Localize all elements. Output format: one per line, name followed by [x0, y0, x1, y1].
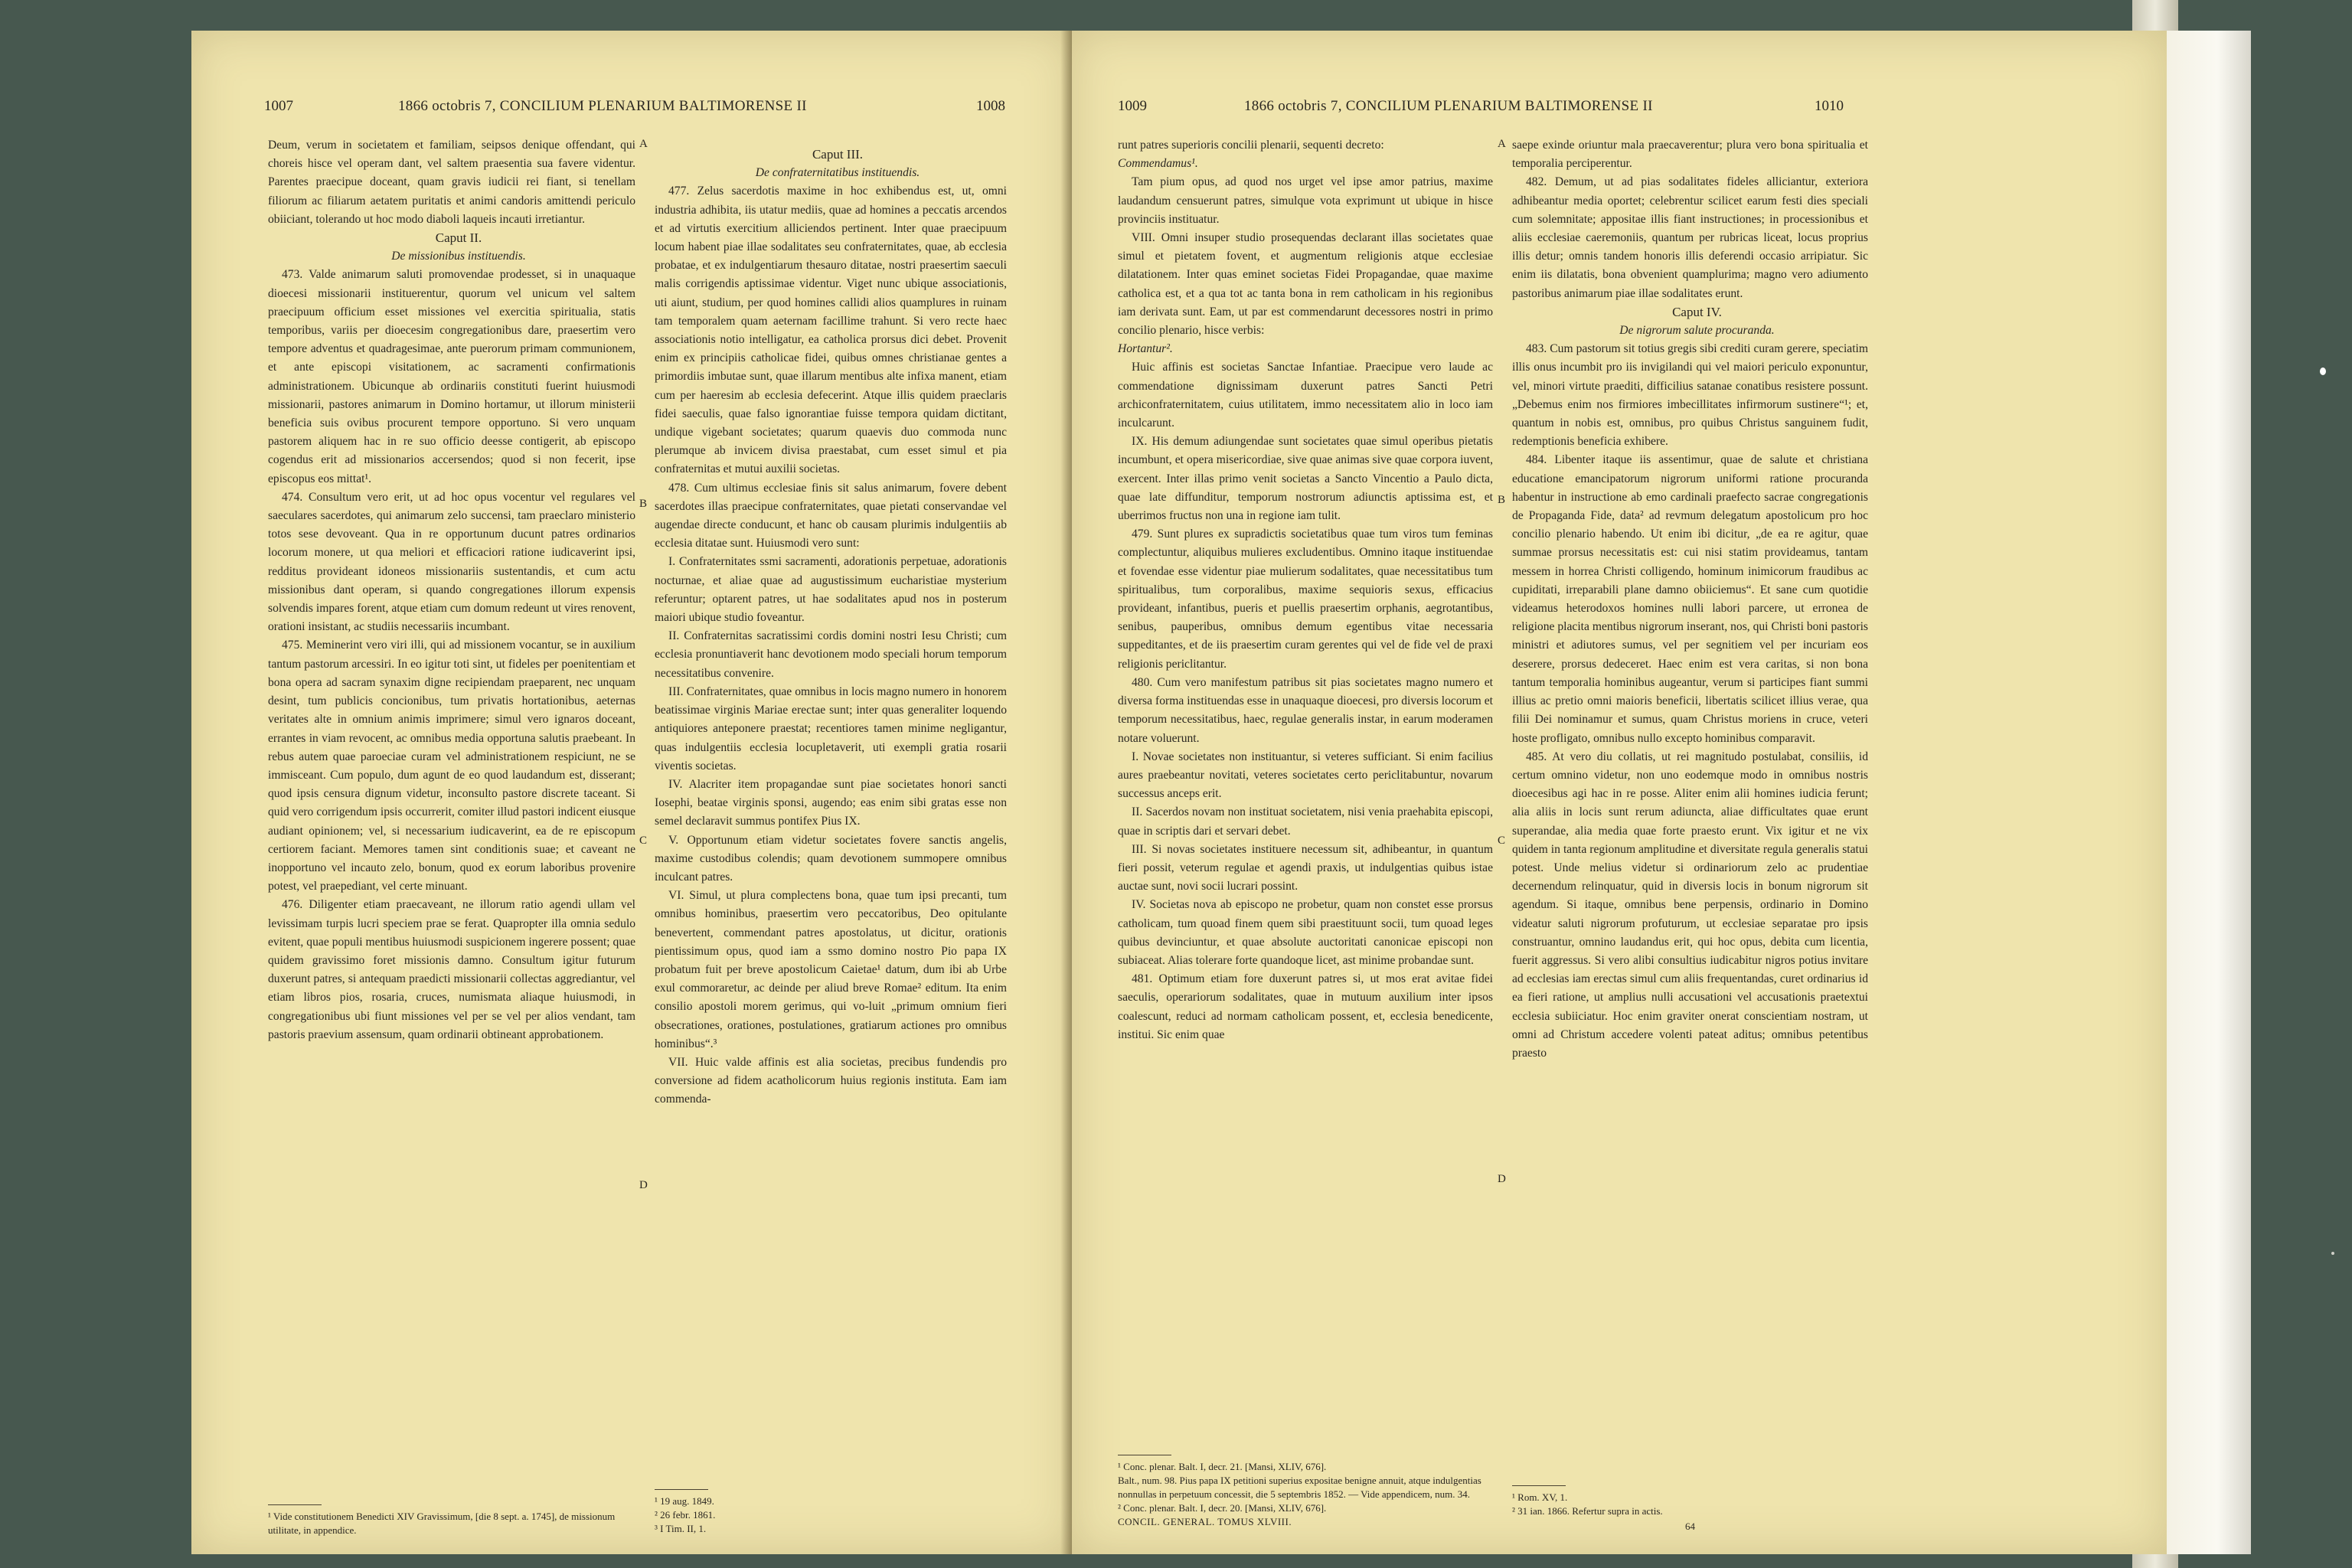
right-page-column-2: [1512, 136, 1868, 1063]
paragraph: 475. Meminerint vero viri illi, qui ad missionem vocantur, se in auxilium tantum pastorum arcessiri. In eo igitur toti sint, ut fideles per poenitentiam et bona opera ad sacram synaxim digne recipiendam praeparent, nec unquam desint, tum publicis concionibus, tum privatis hortationibus, aeternas veritates alte in omnium animis imprimere; simul vero ignaros doceant, errantes in viam revocent, ac omnibus media opportuna salutis praebeant. In rebus autem quae paroeciae curam vel administrationem respiciunt, ne se immisceant. Cum populo, dum agunt de eo quod laudandum est, disserant; quod ipsis censura dignum videtur, inconsulto pastore discrete taceant. Si quid vero corrigendum ipsis occurrerit, comiter illud pastori indicent eiusque audiant opinionem; vel, si necessarium iudicaverint, ea de re episcopum certiorem faciant. Memores tamen sint conditionis suae; et caveant ne inopportuno vel incauto zelo, bonum, quod ex eorum laboribus provenire potest, vel praepediant, vel certe minuant.: [268, 639, 635, 893]
footnote: ² 31 ian. 1866. Refertur supra in actis.: [1512, 1505, 1663, 1517]
margin-letter: C: [1498, 835, 1506, 847]
right-page-column-1: [1118, 136, 1493, 1044]
footnote: ² 26 febr. 1861.: [655, 1509, 716, 1521]
margin-letter: A: [1498, 138, 1506, 150]
page-number-right: 1010: [1815, 98, 1844, 114]
paragraph: I. Confraternitates ssmi sacramenti, adorationis perpetuae, adorationis nocturnae, et aliae quae ad augustissimum eucharistiae mysterium referuntur; optarent patres, ut hae sodalitates apud nos in posterum maiori ubique studio foveantur.: [655, 555, 1007, 625]
paragraph: 479. Sunt plures ex supradictis societatibus quae tum viros tum feminas complectuntur, aliquibus mulieres excludentibus. Omnino itaque instituendae et fovendae esse videntur piae mulierum sodalitates, quae necessitatibus tum spiritualibus, tum corporalibus, maxime sequioris sexus, efficacius provideant, infantibus, pueris et puellis praesertim orphanis, aegrotantibus, senibus, pauperibus, omnibus demum egentibus vitae necessaria suppeditantes, et de iis praesertim curam gerentes qui vel de fide vel de praxi religionis periclitantur.: [1118, 528, 1493, 671]
paragraph: Tam pium opus, ad quod nos urget vel ipse amor patrius, maxime laudandum censuerunt patres, simulque vota exprimunt ut ubique in hisce provinciis instituatur.: [1118, 175, 1493, 226]
margin-letter: D: [639, 1179, 648, 1191]
paragraph: saepe exinde oriuntur mala praecaverentur; plura vero bona spiritualia et temporalia perciperentur.: [1512, 139, 1868, 171]
decree-reference: Commendamus¹.: [1118, 157, 1198, 171]
chapter-subtitle: De nigrorum salute procuranda.: [1619, 324, 1775, 338]
dust-speck: [2320, 368, 2326, 375]
margin-letter: B: [1498, 494, 1506, 506]
paragraph: 482. Demum, ut ad pias sodalitates fideles alliciantur, exteriora adhibeantur media oportet; celebrentur scilicet earum festi dies speciali cum solemnitate; appositae illis fiant instructiones; in processionibus et aliis ecclesiae caeremoniis, quantum per rubricas liceat, locus proprius illis detur; omnis tandem honoris illis deferendi occasio arripiatur. Sic enim iis dilatatis, bona obvenient quamplurima; magno vero adiumento pastoribus animarum piae illae sodalitates erunt.: [1512, 175, 1868, 300]
left-footnotes-col2: [655, 1489, 884, 1536]
paragraph: III. Si novas societates instituere necessum sit, adhibeantur, in quantum fieri possit, veterum regulae et agendi praxis, ut indulgentias quibus istae auctae sunt, novi socii lucrari possint.: [1118, 842, 1493, 893]
paragraph: IX. His demum adiungendae sunt societates quae simul operibus pietatis incumbunt, et opera misericordiae, sive quae animas sive quae corpora iuvent, exercent. Inter illas primo venit societas a Sancto Vincentio a Paulo dicta, quae late diffunditur, temporum nostrorum adiunctis aptissima est, et uberrimos fructus non una in regione iam tulit.: [1118, 435, 1493, 523]
paragraph: III. Confraternitates, quae omnibus in locis magno numero in honorem beatissimae virginis Mariae erectae sunt; inter quas generaliter loquendo antiquiores anteponere praestat; recentiores tamen minime negligantur, quas indulgentiis ecclesia locupletaverit, uti exempli gratia rosarii viventis societas.: [655, 684, 1007, 773]
paragraph: 477. Zelus sacerdotis maxime in hoc exhibendus est, ut, omni industria adhibita, iis utatur mediis, quae ad homines a peccatis arcendos et ad virtutis exercitium alliciendos pertinent. Inter quae praecipuum locum habent piae illae sodalitates seu confraternitates, quae, ab ecclesia probatae, et ex indulgentiarum thesauro ditatae, nostri praesertim saeculi malis corrigendis aptissimae videntur. Viget nunc ubique associationis, uti aiunt, studium, per quod homines callidi alios quamplures in ruinam tam temporalem quam aeternam facillime trahunt. Si vero recte haec associationis notio intelligatur, ea catholica prorsus dici debet. Provenit enim ex principiis catholicae fidei, quibus omnes christianae gentes a primordiis imbutae sunt, quae illarum mentibus alte infixa manent, etiam cum per haeresim ab ecclesia defecerint. Atque illis quidem praeclaris fidei saeculis, quae falso ignorantiae fuisse tempora quidam dictitant, undique vigebant societates; quarum quaevis duo commoda nunc plerumque ab invicem divisa praestabat, cum esset simul et pia confraternitas et mutui auxilii societas.: [655, 185, 1007, 476]
chapter-title: Caput III.: [812, 147, 864, 162]
running-head: 1866 octobris 7, CONCILIUM PLENARIUM BALTIMORENSE II: [398, 98, 807, 114]
book-fore-edge: [2167, 31, 2251, 1554]
paragraph: Deum, verum in societatem et familiam, seipsos denique offendant, qui choreis hisce vel operam dant, vel saltem praesentia sua favere videntur. Parentes praecipue doceant, quam gravis iudicii rei fiant, si tenellam filiorum ac filiarum aetatem puritatis et animi candoris amittendi periculo obiiciant, tolerando ut hoc modo diaboli laqueis incauti irretiantur.: [268, 139, 635, 226]
chapter-subtitle: De confraternitatibus instituendis.: [755, 166, 920, 180]
paragraph: 476. Diligenter etiam praecaveant, ne illorum ratio agendi ullam vel levissimam turpis lucri speciem prae se ferat. Quapropter illa omnia sedulo evitent, quae populi mentibus huiusmodi suspicionem ingerere possent; quae quidem gravissimo foret missionis damno. Consultum igitur futurum duxerunt patres, si antequam praedicti missionarii collectas aggrediantur, vel etiam libros pios, rosaria, cruces, numismata aliaque huiusmodi, in congregationibus ubi fiunt missiones vel per se vel per alios vendant, tam pastoris praevium assensum, quam ordinarii obtineant approbationem.: [268, 898, 635, 1041]
chapter-title: Caput II.: [435, 230, 482, 246]
paragraph: 478. Cum ultimus ecclesiae finis sit salus animarum, fovere debent sacerdotes illas praecipue confraternitates, quae pietati conservandae vel augendae directe conducunt, et hanc ob causam plurimis indulgentiis ab ecclesia ditatae sunt. Huiusmodi vero sunt:: [655, 481, 1007, 550]
left-page: [191, 31, 1072, 1554]
footnote: ¹ Vide constitutionem Benedicti XIV Gravissimum, [die 8 sept. a. 1745], de missionum utilitate, in appendice.: [268, 1511, 616, 1536]
margin-letter: C: [639, 835, 648, 847]
footnote: ¹ Conc. plenar. Balt. I, decr. 21. [Mansi, XLIV, 676].: [1118, 1461, 1327, 1472]
left-footnotes-col1: [268, 1504, 635, 1537]
running-head: 1866 octobris 7, CONCILIUM PLENARIUM BALTIMORENSE II: [1244, 98, 1653, 114]
paragraph: 483. Cum pastorum sit totius gregis sibi crediti curam gerere, speciatim illis onus incumbit pro iis invigilandi qui vel maiori periculo exponuntur, vel, minori virtute praediti, difficilius satanae conatibus resistere possunt. „Debemus enim nos firmiores imbecillitates infirmorum sustinere“¹; et, quantum in nobis est, omnibus, pro quibus Christus sanguinem fudit, redemptionis beneficia exhibere.: [1512, 342, 1868, 449]
margin-letter: D: [1498, 1173, 1506, 1185]
sheet-number: 64: [1685, 1521, 1695, 1532]
paragraph: 473. Valde animarum saluti promovendae prodesset, si in unaquaque dioecesi missionarii instituerentur, quorum vel unicum vel saltem praecipuum officium esset missiones vel exercitia spiritualia, statis temporibus, variis per dioecesim congregationibus dare, praesertim vero tempore adventus et quadragesimae, ante puerorum primam communionem, et ante episcopi visitationem, ac sacramenti confirmationis administrationem. Ubicunque ab ordinariis constituti fuerint huiusmodi missionarii, pastores animarum in Domino hortamur, ut illorum ministerii beneficia suis ovibus procurent tempore opportuno. Si vero unquam pastorem aliquem hac in re suo officio deesse contigerit, ab episcopo cogendus erit ad missionarios accersendos; quod si non fecerit, ipse episcopus eos mittat¹.: [268, 268, 635, 485]
signature-mark: CONCIL. GENERAL. TOMUS XLVIII.: [1118, 1516, 1292, 1527]
left-page-column-1: [268, 136, 635, 1044]
paragraph: 485. At vero diu collatis, ut rei magnitudo postulabat, consiliis, id certum omnino videtur, non uno eodemque modo in omnibus nostris dioecesibus agi hac in re posse. Aliter enim alii homines iudicia ferunt; alia aliis in locis sunt rerum adiuncta, aliae difficultates quae erunt superandae, alia media quae forte praesto erunt. Vix igitur et ne vix quidem in tanta regionum amplitudine et diversitate regula generalis statui potest. Unde melius videtur si ordinariorum zelo ac prudentiae decernendum relinquatur, quid in diversis locis in bonum nigrorum sit agendum. Si itaque, omnibus bene perpensis, ordinario in Domino videatur saluti nigrorum profuturum, ut ecclesiae separatae pro ipsis construantur, omnino laudandus erit, qui hoc opus, debita cum licentia, fuerit aggressus. Si vero alibi consultius iudicabitur nigros potius invitare ad ecclesias iam erectas simul cum aliis frequentandas, curet ordinarius id ea fieri ratione, ut amplius nulli accusationi vel accusationis praetextui ecclesia subiiciatur. Hoc enim graviter onerat conscientiam nostram, ut omni ad Christum accedere volenti pateat aditus; omnibus petentibus praesto: [1512, 750, 1868, 1060]
paragraph: II. Sacerdos novam non instituat societatem, nisi venia praehabita episcopi, quae in scriptis dari et servari debet.: [1118, 805, 1493, 838]
right-footnotes-col1: [1118, 1455, 1493, 1529]
page-number-left: 1007: [264, 98, 293, 114]
paragraph: 480. Cum vero manifestum patribus sit pias societates magno numero et diversa forma instituendas esse in unaquaque dioecesi, pro diversis locorum et temporum necessitatibus, haec, regulae generalis instar, in earum moderamen notare voluerunt.: [1118, 675, 1493, 745]
decree-reference: Hortantur².: [1118, 342, 1173, 356]
right-page: [1072, 31, 2167, 1554]
margin-letter: B: [639, 498, 648, 510]
paragraph: VII. Huic valde affinis est alia societas, precibus fundendis pro conversione ad fidem acatholicorum huius regionis instituta. Eam iam commenda-: [655, 1055, 1007, 1106]
chapter-title: Caput IV.: [1672, 304, 1722, 319]
paragraph: 481. Optimum etiam fore duxerunt patres si, ut mos erat avitae fidei saeculis, operariorum sodalitates, quae in mutuum auxilium inter ipsos coalescunt, reduci ad normam catholicam possent, et, ecclesia benedicente, institui. Sic enim quae: [1118, 972, 1493, 1041]
paragraph: 474. Consultum vero erit, ut ad hoc opus vocentur vel regulares vel saeculares sacerdotes, qui animarum zelo succensi, tam praeclaro ministerio totos sese devoveant. Qua in re opportunum ducunt patres ordinarios locorum monere, ut qua meliori et efficaciori ratione iudicaverint ipsi, redditus provideant idoneos missionariis sustentandis, et cum actu missionibus dant operam, si quando congregationes illorum expensis solvendis impares forent, atque etiam cum domum redeunt ut vires renovent, orationi insistant, ac studiis necessariis incumbant.: [268, 490, 635, 634]
paragraph: 484. Libenter itaque iis assentimur, quae de salute et christiana educatione emancipatorum nigrorum uniformi ratione procuranda habentur in instructione ab emo cardinali praefecto sacrae congregationis de Propaganda Fide, data² ad revmum delegatum apostolicum pro hoc concilio plenario habendo. Ut enim ibi dicitur, „de ea re agitur, quae summae prorsus necessitatis est: cui nisi statim provideamus, tantam messem in horrea Christi colligendo, hominum inimicorum fraudibus ac cupiditati, irreparabili plane damno obiiciemus“. Et sane cum quotidie videamus heterodoxos homines nulli labori parcere, ut erronea de religione placita mentibus nigrorum inserant, nos, qui Christi boni pastoris ministri et adiutores sumus, vel per segnitiem vel per incuriam eos deserere, prorsus dedeceret. Haec enim est vera caritas, si non bona tantum temporalia hominibus augeantur, verum si participes fiant summi illius ac pretio omni maioris beneficii, libertatis scilicet illius verae, qua filii Dei nominamur et sumus, quam Christus moriens in cruce, veteri hoste profligato, omnibus nullo excepto hominibus comparavit.: [1512, 453, 1868, 745]
left-page-column-2: [655, 145, 1007, 1109]
page-number-right: 1008: [976, 98, 1005, 114]
paragraph: V. Opportunum etiam videtur societates fovere sanctis angelis, maxime custodibus colendis; quam devotionem summopere omnibus inculcant patres.: [655, 833, 1007, 884]
paragraph: IV. Alacriter item propagandae sunt piae societates honori sancti Iosephi, beatae virginis sponsi, augendo; eas enim sibi gratas esse non semel declaravit summus pontifex Pius IX.: [655, 777, 1007, 828]
paragraph: II. Confraternitas sacratissimi cordis domini nostri Iesu Christi; cum ecclesia pronuntiaverit hanc devotionem modo speciali horum temporum necessitatibus convenire.: [655, 629, 1007, 680]
footnote: Balt., num. 98. Pius papa IX petitioni superius expositae benigne annuit, atque indulgentias nonnullas in perpetuum concessit, die 5 septembris 1852. — Vide appendicem, num. 34.: [1118, 1475, 1481, 1500]
paragraph: IV. Societas nova ab episcopo ne probetur, quam non constet esse prorsus catholicam, tum quoad finem quem sibi praestituunt socii, tum quoad leges quibus devinciuntur, et quae absolute auctoritati canonicae episcopi non subiaceat. Alias tolerare forte quandoque licet, ast minime probandae sunt.: [1118, 898, 1493, 967]
footnote: ¹ Rom. XV, 1.: [1512, 1491, 1568, 1503]
paragraph: VI. Simul, ut plura complectens bona, quae tum ipsi precanti, tum omnibus hominibus, praesertim vero peccatoribus, Deo opitulante benevertent, commendant patres apostolatus, ut dicitur, orationis pientissimum opus, quod iam a ssmo domino nostro Pio papa IX probatum fuit per breve apostolicum Caietae¹ datum, dum ibi ab Urbe exul commoraretur, ac deinde per aliud breve Romae² editum. Ita enim consilio apostoli morem gerimus, qui vo-luit „primum omnium fieri obsecrationes, orationes, postulationes, gratiarum actiones pro omnibus hominibus“.³: [655, 889, 1007, 1050]
footnote: ² Conc. plenar. Balt. I, decr. 20. [Mansi, XLIV, 676].: [1118, 1502, 1327, 1514]
paragraph: I. Novae societates non instituantur, si veteres sufficiant. Si enim facilius aures praebeantur novitati, veteres societates certo periclitabuntur, novarum successus anceps erit.: [1118, 750, 1493, 801]
paragraph: Huic affinis est societas Sanctae Infantiae. Praecipue vero laude ac commendatione dignissimam duxerunt patres Sancti Petri archiconfraternitatem, cuius utilitatem, immo necessitatem alio in loco iam inculcarunt.: [1118, 361, 1493, 430]
paragraph: runt patres superioris concilii plenarii, sequenti decreto:: [1118, 139, 1384, 152]
footnote: ¹ 19 aug. 1849.: [655, 1495, 714, 1507]
paragraph: VIII. Omni insuper studio prosequendas declarant illas societates quae simul et pietatem fovent, et augmentum religionis atque ecclesiae dilatationem. Inter quas eminet societas Fidei Propagandae, quae maxime catholica est, et a qua tot ac tanta bona in rem catholicam in his regionibus iam derivata sunt. Eam, ut par est commendarunt decessores nostri in primo concilio plenario, hisce verbis:: [1118, 231, 1493, 338]
chapter-subtitle: De missionibus instituendis.: [391, 250, 526, 263]
dust-speck: [2331, 1252, 2334, 1255]
page-number-left: 1009: [1118, 98, 1147, 114]
footnote: ³ I Tim. II, 1.: [655, 1523, 707, 1534]
margin-letter: A: [639, 138, 648, 150]
right-footnotes-col2: [1512, 1485, 1868, 1534]
